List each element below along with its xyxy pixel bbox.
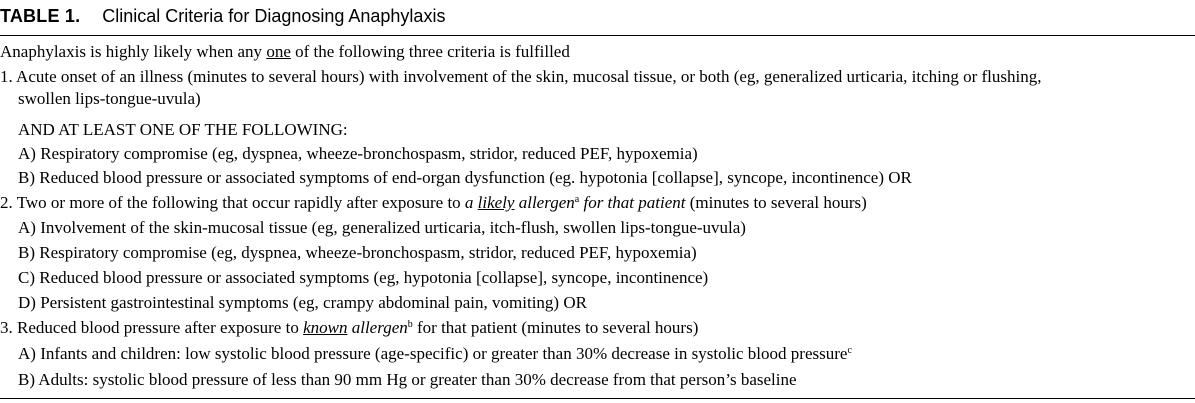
top-rule bbox=[0, 35, 1195, 36]
criterion-1-and-clause: AND AT LEAST ONE OF THE FOLLOWING: bbox=[18, 120, 348, 139]
criterion-1-item-a: A) Respiratory compromise (eg, dyspnea, wheeze-bronchospasm, stridor, reduced PEF, hypoxemia) bbox=[18, 144, 698, 163]
criterion-1-item-b: B) Reduced blood pressure or associated symptoms of end-organ dysfunction (eg. hypotonia [collapse], syncope, incontinence) OR bbox=[18, 168, 912, 187]
criterion-3-known: known bbox=[303, 318, 348, 337]
criterion-2-item-a: A) Involvement of the skin-mucosal tissue (eg, generalized urticaria, itch-flush, swollen lips-tongue-uvula) bbox=[18, 218, 746, 237]
footnote-a: a bbox=[574, 194, 580, 205]
bottom-rule bbox=[0, 398, 1195, 399]
footnote-b: b bbox=[407, 319, 413, 330]
criterion-2-heading: 2. Two or more of the following that occur rapidly after exposure to a likely allergen$^a$ for that patient (minutes to several hours) bbox=[0, 193, 867, 212]
criterion-3-item-a: A) Infants and children: low systolic blood pressure (age-specific) or greater than 30% decrease in systolic blood pressure$^c$ bbox=[18, 344, 852, 363]
intro-line: Anaphylaxis is highly likely when any one of the following three criteria is fulfilled bbox=[0, 42, 570, 61]
table-caption bbox=[0, 6, 445, 32]
criterion-3-heading: 3. Reduced blood pressure after exposure to known allergen$^b$ for that patient (minutes to several hours) bbox=[0, 318, 699, 337]
intro-emphasis: one bbox=[266, 42, 291, 61]
criterion-1-line-1: 1. Acute onset of an illness (minutes to several hours) with involvement of the skin, mucosal tissue, or both (eg, generalized urticaria, itching or flushing, bbox=[0, 67, 1042, 86]
criterion-2-item-b: B) Respiratory compromise (eg, dyspnea, wheeze-bronchospasm, stridor, reduced PEF, hypoxemia) bbox=[18, 243, 697, 262]
footnote-c: c bbox=[847, 345, 852, 356]
criterion-2-item-c: C) Reduced blood pressure or associated symptoms (eg, hypotonia [collapse], syncope, incontinence) bbox=[18, 268, 709, 287]
criterion-1-line-2: swollen lips-tongue-uvula) bbox=[18, 89, 201, 108]
table-title: Clinical Criteria for Diagnosing Anaphylaxis bbox=[102, 6, 446, 26]
table-label: TABLE 1. bbox=[0, 6, 81, 26]
criterion-2-item-d: D) Persistent gastrointestinal symptoms (eg, crampy abdominal pain, vomiting) OR bbox=[18, 293, 587, 312]
criterion-3-item-b: B) Adults: systolic blood pressure of less than 90 mm Hg or greater than 30% decrease from that person’s baseline bbox=[18, 370, 797, 389]
criterion-2-likely: likely bbox=[477, 193, 515, 212]
